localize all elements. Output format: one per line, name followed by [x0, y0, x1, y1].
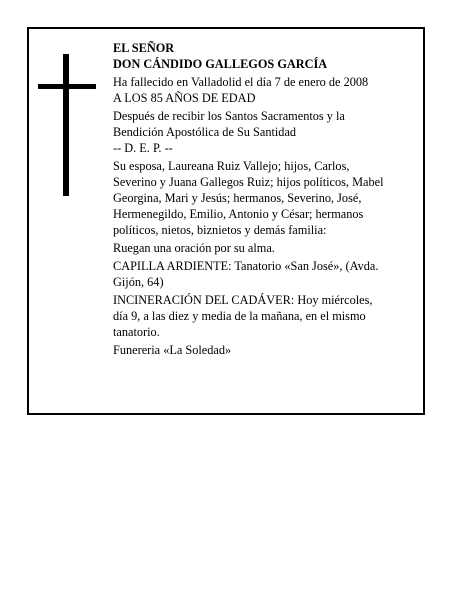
family-line-3: Georgina, Mari y Jesús; hermanos, Severino, José, — [113, 191, 362, 205]
sacraments-line-1: Después de recibir los Santos Sacramentos y la — [113, 109, 345, 123]
funeral-home-line: Funereria «La Soledad» — [113, 343, 232, 357]
death-line: Ha fallecido en Valladolid el día 7 de enero de 2008 — [113, 75, 369, 89]
cremation-line-3: tanatorio. — [113, 325, 160, 339]
obituary-text — [113, 40, 413, 358]
title-line-1: EL SEÑOR — [113, 41, 175, 55]
cremation-line-2: día 9, a las diez y media de la mañana, en el mismo — [113, 309, 366, 323]
cross-icon — [38, 54, 96, 196]
family-line-4: Hermenegildo, Emilio, Antonio y César; hermanos — [113, 207, 364, 221]
cremation-line-1: INCINERACIÓN DEL CADÁVER: Hoy miércoles, — [113, 293, 373, 307]
sacraments-line-2: Bendición Apostólica de Su Santidad — [113, 125, 297, 139]
family-line-2: Severino y Juana Gallegos Ruiz; hijos políticos, Mabel — [113, 175, 384, 189]
cross-vertical-bar — [63, 54, 69, 196]
family-line-1: Su esposa, Laureana Ruiz Vallejo; hijos, Carlos, — [113, 159, 350, 173]
dep-line: -- D. E. P. -- — [113, 141, 173, 155]
chapel-line-1: CAPILLA ARDIENTE: Tanatorio «San José», (Avda. — [113, 259, 379, 273]
age-line: A LOS 85 AÑOS DE EDAD — [113, 91, 256, 105]
prayer-line: Ruegan una oración por su alma. — [113, 241, 275, 255]
deceased-name: DON CÁNDIDO GALLEGOS GARCÍA — [113, 57, 328, 71]
chapel-line-2: Gijón, 64) — [113, 275, 164, 289]
family-line-5: políticos, nietos, biznietos y demás familia: — [113, 223, 327, 237]
cross-horizontal-bar — [38, 84, 96, 89]
